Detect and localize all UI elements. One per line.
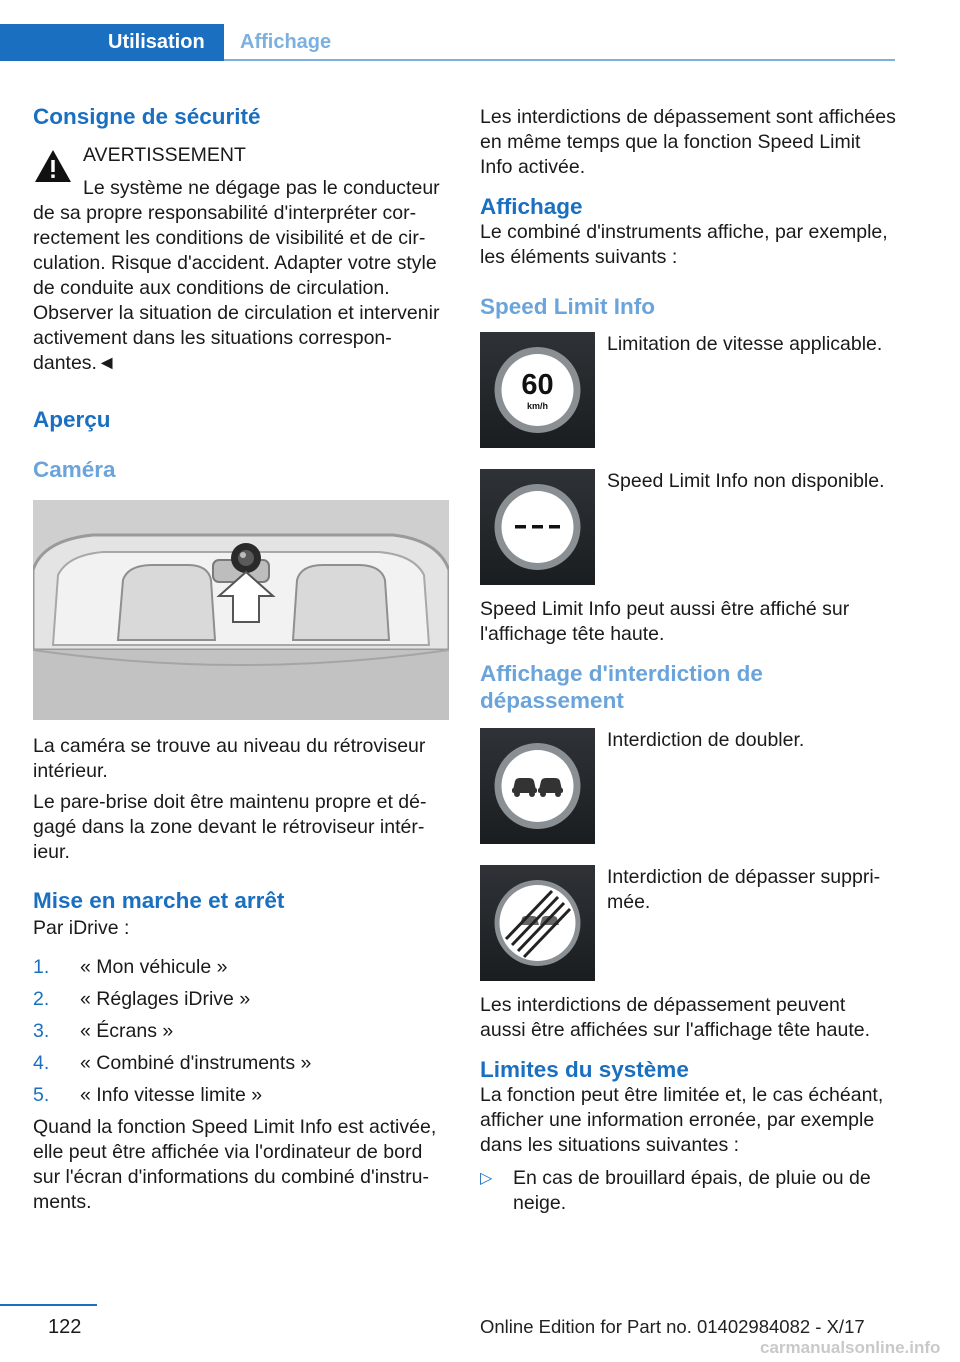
list-item: 4. « Combiné d'instruments »	[33, 1052, 312, 1074]
end-restriction-icon	[480, 865, 595, 981]
sign-3-text: Interdiction de doubler.	[607, 729, 805, 751]
sign-4-text: Interdiction de dépasser supprimée.	[607, 866, 881, 913]
tab-divider	[224, 59, 895, 61]
camera-heading: Caméra	[33, 457, 116, 482]
list-item: 2. « Réglages iDrive »	[33, 988, 251, 1010]
camera-location-image	[33, 500, 449, 720]
page-number: 122	[48, 1316, 82, 1338]
sign-1-text: Limitation de vitesse applicable.	[607, 333, 883, 355]
display-text: Le combiné d'instruments affiche, par exemple, les éléments suivants :	[480, 221, 888, 268]
tab-affichage[interactable]: Affichage	[240, 31, 332, 53]
list-item: 5. « Info vitesse limite »	[33, 1084, 263, 1106]
warning-triangle-icon	[33, 147, 73, 185]
right-column	[480, 100, 896, 1216]
safety-heading: Consigne de sécurité	[33, 104, 261, 129]
watermark: carmanualsonline.info	[760, 1338, 941, 1357]
sign-2-text: Speed Limit Info non disponible.	[607, 470, 885, 492]
onoff-intro: Par iDrive :	[33, 917, 130, 939]
speed-unit: km/h	[526, 401, 549, 411]
sign-row-speed	[480, 332, 896, 448]
speed-limit-heading: Speed Limit Info	[480, 294, 656, 319]
tab-utilisation[interactable]: Utilisation	[0, 24, 224, 61]
no-overtaking-icon	[480, 728, 595, 844]
footer-divider	[0, 1304, 97, 1306]
speed-limit-sign	[480, 332, 595, 448]
camera-text-1: La caméra se trouve au niveau du rétroviseur intérieur.	[33, 735, 426, 782]
onoff-text: Quand la fonction Speed Limit Info est activée, elle peut être affichée via l'ordinateur de bord sur l'écran d'informations du combiné d'instruments.	[33, 1116, 437, 1213]
speed-sign-icon	[480, 332, 595, 448]
car-interior-illustration	[33, 500, 449, 720]
warning-title: AVERTISSEMENT	[83, 144, 246, 166]
header-tabs	[0, 24, 895, 62]
list-item: 3. « Écrans »	[33, 1020, 174, 1042]
left-column	[33, 100, 449, 1215]
overtake-hud-text: Les interdictions de dépassement peuvent aussi être affichées sur l'affichage tête haute.	[480, 994, 870, 1041]
overtake-intro: Les interdictions de dépassement sont affichées en même temps que la fonction Speed Limit Info activée.	[480, 106, 896, 178]
sign-row-unavailable	[480, 469, 896, 585]
hud-text: Speed Limit Info peut aussi être affiché sur l'affichage tête haute.	[480, 598, 850, 645]
list-item: 1. « Mon véhicule »	[33, 956, 228, 978]
end-no-overtake-sign	[480, 865, 595, 981]
unavailable-sign	[480, 469, 595, 585]
overtake-heading: Affichage d'interdiction de dépassement	[480, 661, 763, 713]
footer-edition: Online Edition for Part no. 01402984082 - X/17	[480, 1316, 865, 1337]
steps-list	[33, 955, 449, 1108]
list-item: ▷ En cas de brouillard épais, de pluie ou de neige.	[480, 1167, 871, 1214]
warning-first-line: Le système ne dégage pas le conducteur	[83, 177, 440, 199]
overview-heading: Aperçu	[33, 407, 111, 432]
onoff-heading: Mise en marche et arrêt	[33, 888, 285, 913]
sign-row-end-no-overtake	[480, 865, 896, 981]
camera-text-2: Le pare-brise doit être maintenu propre et dégagé dans la zone devant le rétroviseur intérieur.	[33, 791, 427, 863]
no-overtake-sign	[480, 728, 595, 844]
warning-block	[33, 143, 449, 376]
triangle-bullet-icon: ▷	[480, 1170, 493, 1187]
warning-text: de sa propre responsabilité d'interpréter correctement les conditions de visibilité et de circulation. Risque d'accident. Adapter votre style de conduite aux conditions de circulation. Observer la situation de circulation et intervenir activement dans les situations correspondantes.◄	[33, 202, 440, 374]
speed-value: 60	[521, 369, 554, 401]
display-heading: Affichage	[480, 194, 583, 219]
limits-heading: Limites du système	[480, 1057, 689, 1082]
dashes-sign-icon	[480, 469, 595, 585]
sign-row-no-overtake	[480, 728, 896, 844]
limits-text: La fonction peut être limitée et, le cas échéant, afficher une information erronée, par exemple dans les situations suivantes :	[480, 1084, 884, 1156]
limits-list	[480, 1166, 896, 1216]
